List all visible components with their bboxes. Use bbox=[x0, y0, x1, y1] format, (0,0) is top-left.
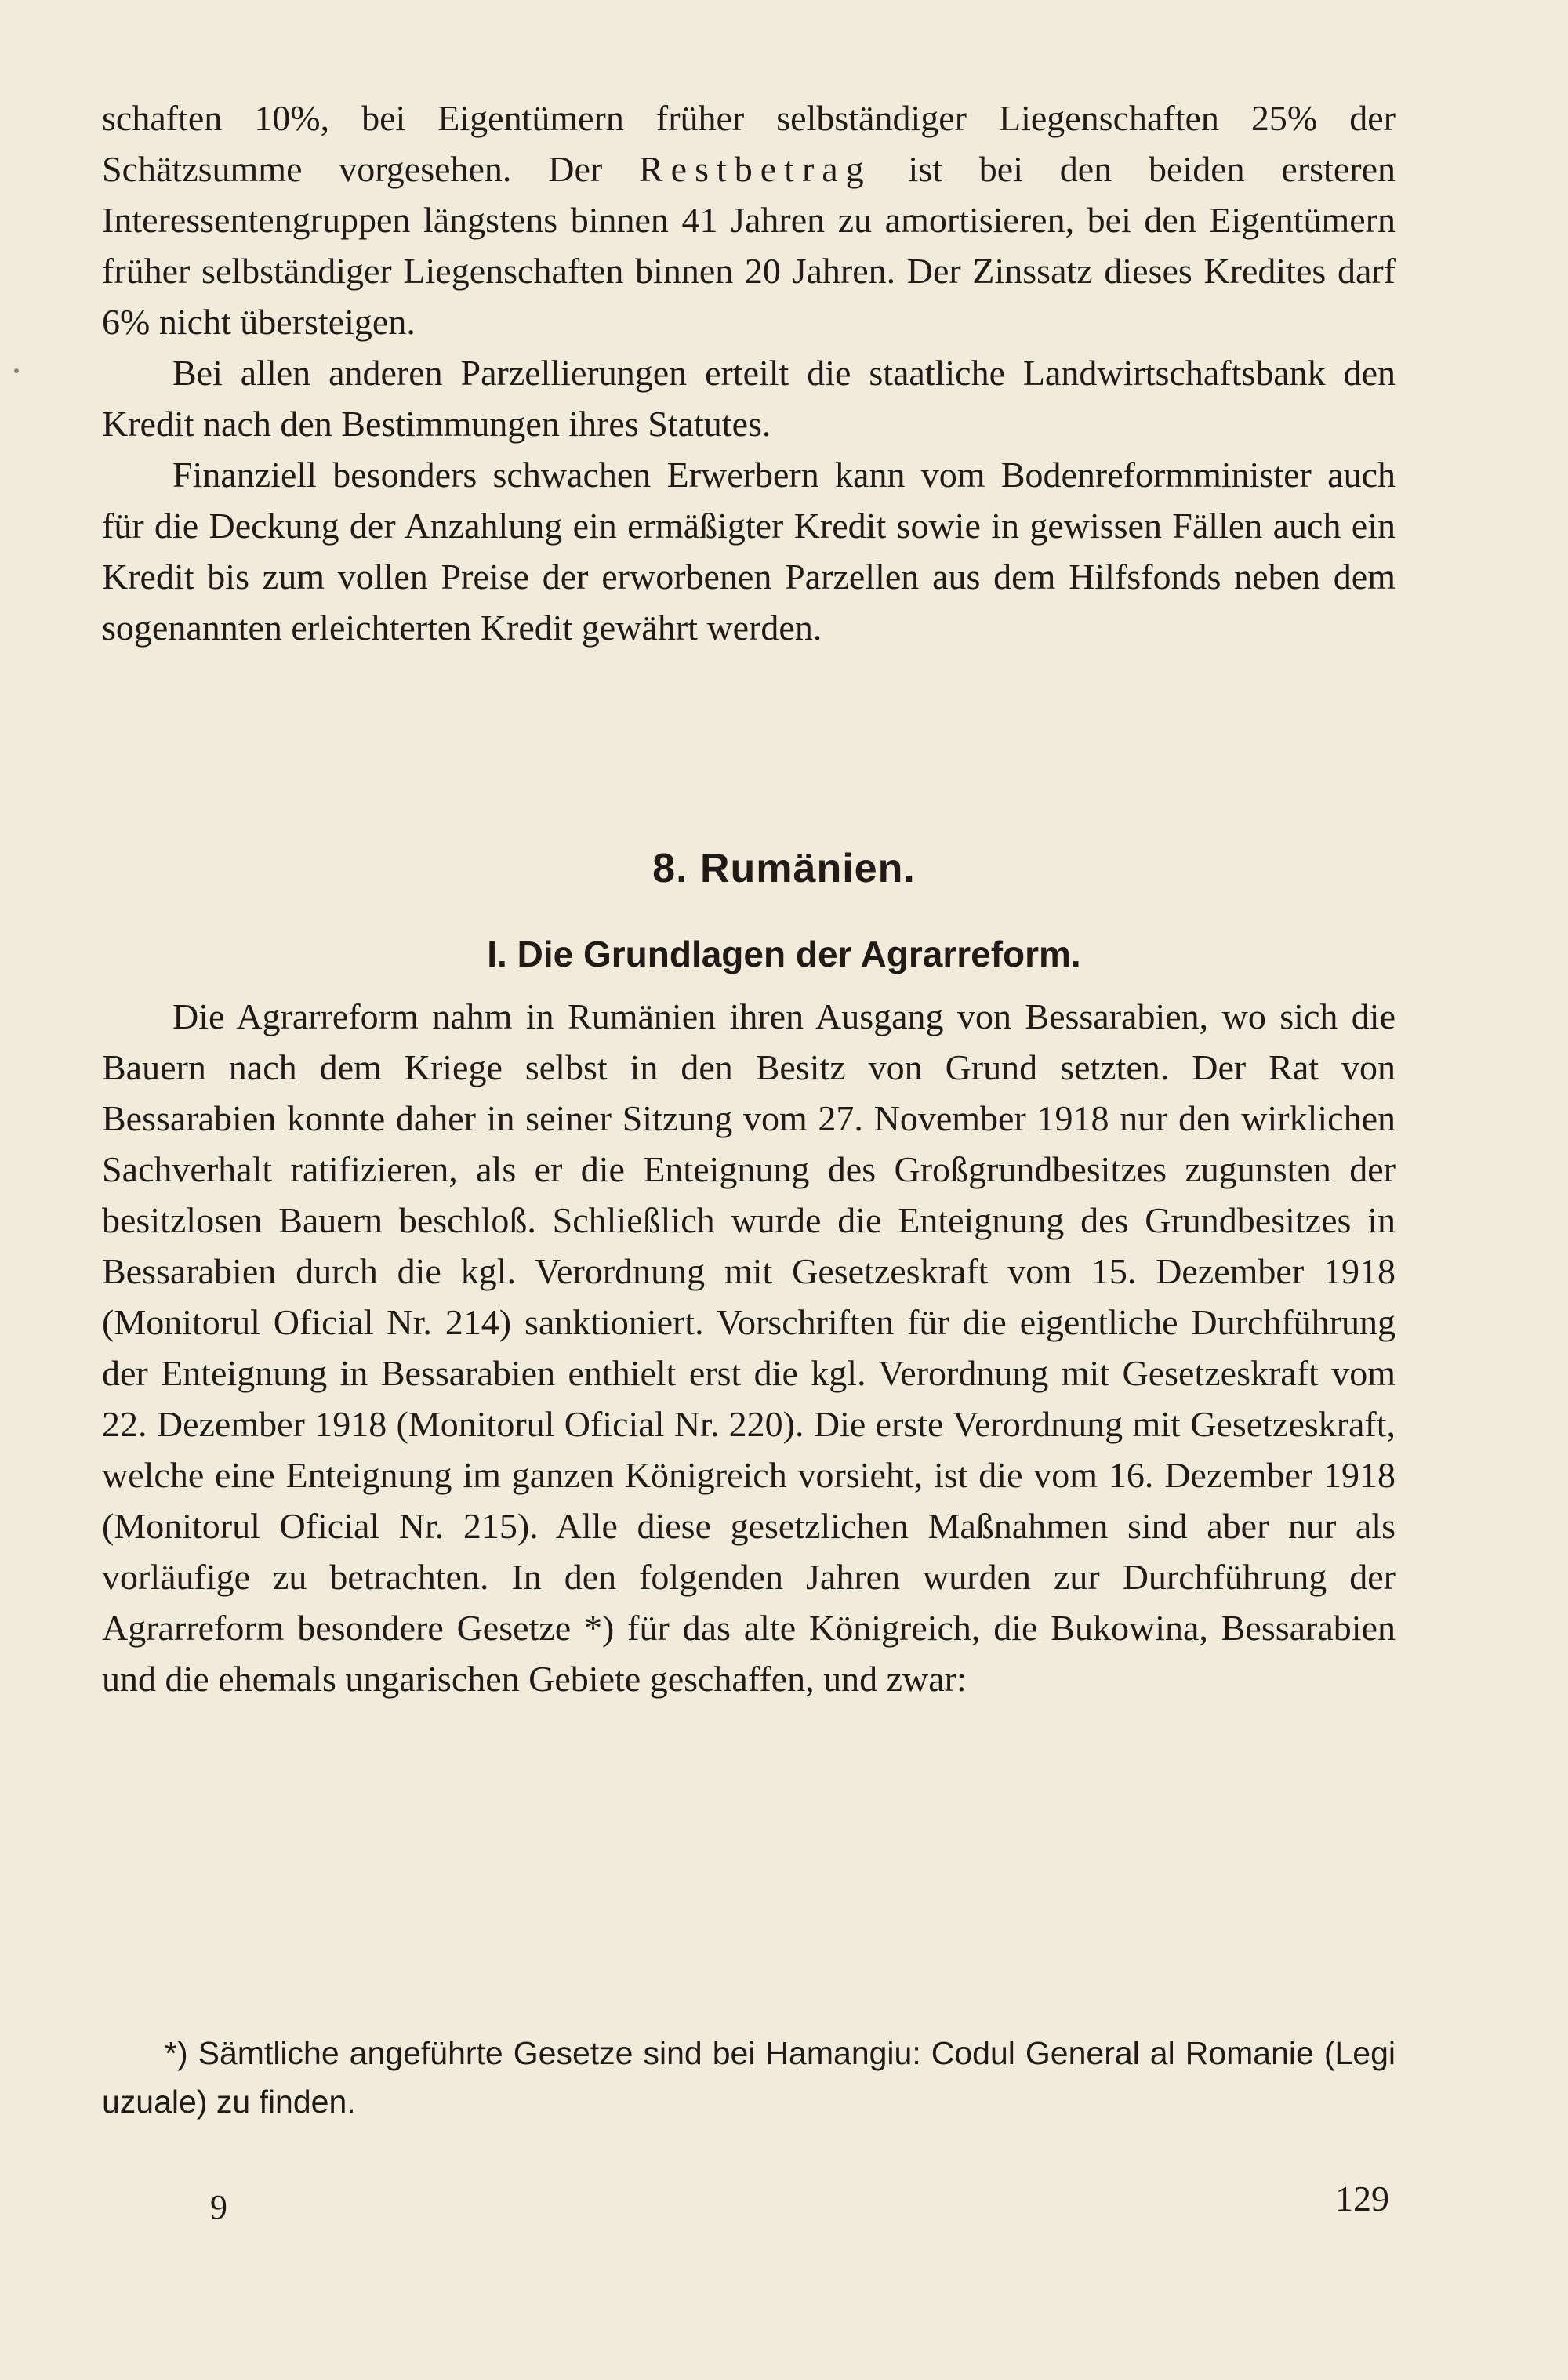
paragraph: Die Agrarreform nahm in Rumänien ihren Ausgang von Bessarabien, wo sich die Bauern nach dem Kriege selbst in den Besitz von Grund setzten. Der Rat von Bessarabien konnte daher in seiner Sitzung vom 27. November 1918 nur den wirklichen Sachverhalt ratifizieren, als er die Enteignung des Großgrundbesitzes zugunsten der besitzlosen Bauern beschloß. Schließlich wurde die Enteignung des Grundbesitzes in Bessarabien durch die kgl. Verordnung mit Gesetzeskraft vom 15. Dezember 1918 (Monitorul Oficial Nr. 214) sanktioniert. Vorschriften für die eigentliche Durchführung der Enteignung in Bessarabien enthielt erst die kgl. Verordnung mit Gesetzeskraft vom 22. Dezember 1918 (Monitorul Oficial Nr. 220). Die erste Verordnung mit Gesetzeskraft, welche eine Enteignung im ganzen Königreich vorsieht, ist die vom 16. Dezember 1918 (Monitorul Oficial Nr. 215). Alle diese gesetzlichen Maßnahmen sind aber nur als vorläufige zu betrachten. In den folgenden Jahren wurden zur Durchführung der Agrarreform besondere Gesetze *) für das alte Königreich, die Bukowina, Bessarabien und die ehemals ungarischen Gebiete geschaffen, und zwar: bbox=[102, 996, 1396, 1699]
emphasized-word: Restbetrag bbox=[639, 149, 872, 189]
section-subheading: I. Die Grundlagen der Agrarreform. bbox=[487, 934, 1081, 974]
page-number: 129 bbox=[1335, 2179, 1389, 2219]
paragraph-text: schaften 10%, bei Eigentümern früher selbständiger Liegenschaften 25% der Schätzsumme vorgesehen. Der bbox=[102, 98, 1396, 189]
paragraph: Finanziell besonders schwachen Erwerbern kann vom Bodenreformminister auch für die Deckung der Anzahlung ein ermäßigter Kredit sowie in gewissen Fällen auch ein Kredit bis zum vollen Preise der erworbenen Parzellen aus dem Hilfsfonds neben dem sogenannten erleichterten Kredit gewährt werden. bbox=[102, 455, 1396, 648]
top-text-block bbox=[102, 93, 1396, 653]
paragraph: Bei allen anderen Parzellierungen erteilt die staatliche Landwirtschaftsbank den Kredit nach den Bestimmungen ihres Statutes. bbox=[102, 353, 1396, 444]
paragraph-text: ist bei den beiden ersteren Interessentengruppen längstens binnen 41 Jahren zu amortisieren, bei den Eigentümern früher selbständiger Liegenschaften binnen 20 Jahren. Der Zinssatz dieses Kredites darf 6% nicht übersteigen. bbox=[102, 149, 1396, 342]
footnote: *) Sämtliche angeführte Gesetze sind bei Hamangiu: Codul General al Romanie (Legi uzuale) zu finden. bbox=[102, 2035, 1396, 2120]
section-text-block bbox=[102, 991, 1396, 1704]
section-heading: 8. Rumänien. bbox=[652, 846, 916, 891]
paragraph-continued bbox=[102, 93, 1396, 347]
signature-mark: 9 bbox=[210, 2188, 227, 2226]
margin-mark bbox=[14, 368, 19, 373]
